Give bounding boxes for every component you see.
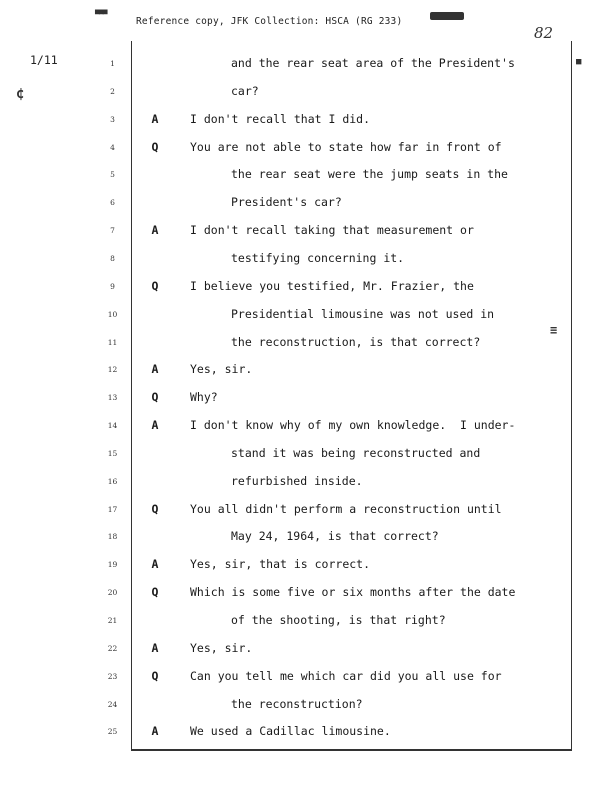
transcript-line [0,669,612,685]
transcript-line [0,585,612,601]
line-number: 11 [107,337,118,347]
line-number: 22 [107,643,118,653]
line-number: 21 [107,616,118,625]
line-number: 9 [110,281,115,291]
line-text: of the shooting, is that right? [231,613,446,627]
line-text: the reconstruction, is that correct? [231,334,481,349]
line-number: 2 [110,86,115,96]
speaker-label: A [151,223,159,238]
transcript-line [0,195,612,211]
line-text: You are not able to state how far in front of [190,139,502,154]
line-text: Yes, sir. [190,640,253,655]
line-number: 7 [110,226,115,236]
line-text: I don't recall that I did. [190,111,371,126]
line-number: 12 [107,365,118,375]
transcript-line [0,724,612,740]
line-number: 6 [110,198,115,208]
speaker-label: Q [151,390,159,405]
transcript-line [0,613,612,629]
transcript-line [0,557,612,573]
transcript-line [0,641,612,657]
line-number: 15 [107,448,118,458]
transcript-line [0,112,612,128]
line-number: 25 [107,727,118,737]
line-number: 1 [110,59,115,68]
corner-mark: ■ [576,57,582,67]
margin-mark: ¢ [16,86,25,102]
speaker-label: Q [151,668,159,683]
line-text: the rear seat were the jump seats in the [231,167,508,182]
line-text: refurbished inside. [231,473,363,488]
transcript-line [0,474,612,490]
reference-header: Reference copy, JFK Collection: HSCA (RG 233) [136,16,403,27]
speaker-label: Q [151,501,159,516]
side-mark: ≡ [550,323,558,337]
line-number: 18 [107,532,118,542]
line-text: We used a Cadillac limousine. [190,724,391,739]
line-number: 5 [110,170,115,180]
line-number: 10 [107,309,118,319]
transcript-line [0,502,612,518]
line-text: President's car? [231,195,342,210]
transcript-line [0,529,612,545]
line-text: You all didn't perform a reconstruction until [190,501,502,516]
line-number: 3 [110,114,115,124]
speaker-label: A [151,362,159,377]
transcript-line [0,140,612,156]
line-text: Can you tell me which car did you all use for [190,668,502,683]
transcript-line [0,279,612,295]
line-text: Yes, sir, that is correct. [190,557,371,572]
transcript-line [0,418,612,434]
line-text: testifying concerning it. [231,250,405,265]
line-number: 13 [107,393,118,403]
line-text: the reconstruction? [231,696,363,711]
transcript-line [0,307,612,323]
line-text: Which is some five or six months after the date [190,585,516,600]
page-reference: 1/11 [30,53,58,67]
speaker-label: A [151,724,159,739]
line-text: Presidential limousine was not used in [231,306,495,321]
line-text: Yes, sir. [190,362,253,377]
line-text: car? [231,83,259,98]
line-text: and the rear seat area of the President's [231,56,515,70]
transcript-line [0,362,612,378]
line-number: 23 [107,671,118,681]
line-number: 17 [107,504,118,514]
redaction-stamp [430,12,464,20]
page-number: 82 [534,24,554,42]
transcript-line [0,223,612,239]
line-text: I don't know why of my own knowledge. I under- [190,418,516,433]
speaker-label: Q [151,139,159,154]
line-number: 8 [110,253,115,263]
archive-stamp: ▀▀▀ [95,10,107,19]
transcript-line [0,251,612,267]
line-number: 20 [107,588,118,598]
line-text: May 24, 1964, is that correct? [231,529,439,544]
speaker-label: A [151,111,159,126]
line-text: I believe you testified, Mr. Frazier, the [190,278,474,293]
transcript-line [0,446,612,462]
line-text: I don't recall taking that measurement or [190,223,474,238]
speaker-label: Q [151,278,159,293]
transcript-line [0,84,612,100]
line-text: Why? [190,390,218,405]
transcript-line [0,335,612,351]
transcript-line [0,56,612,72]
transcript-line [0,390,612,406]
line-number: 24 [107,699,118,709]
transcript-line [0,167,612,183]
line-number: 16 [107,476,118,486]
line-number: 14 [107,421,118,431]
speaker-label: Q [151,585,159,600]
speaker-label: A [151,640,159,655]
transcript-line [0,697,612,713]
speaker-label: A [151,418,159,433]
line-number: 4 [110,142,115,152]
speaker-label: A [151,557,159,572]
line-text: stand it was being reconstructed and [231,445,481,460]
line-number: 19 [107,560,118,570]
